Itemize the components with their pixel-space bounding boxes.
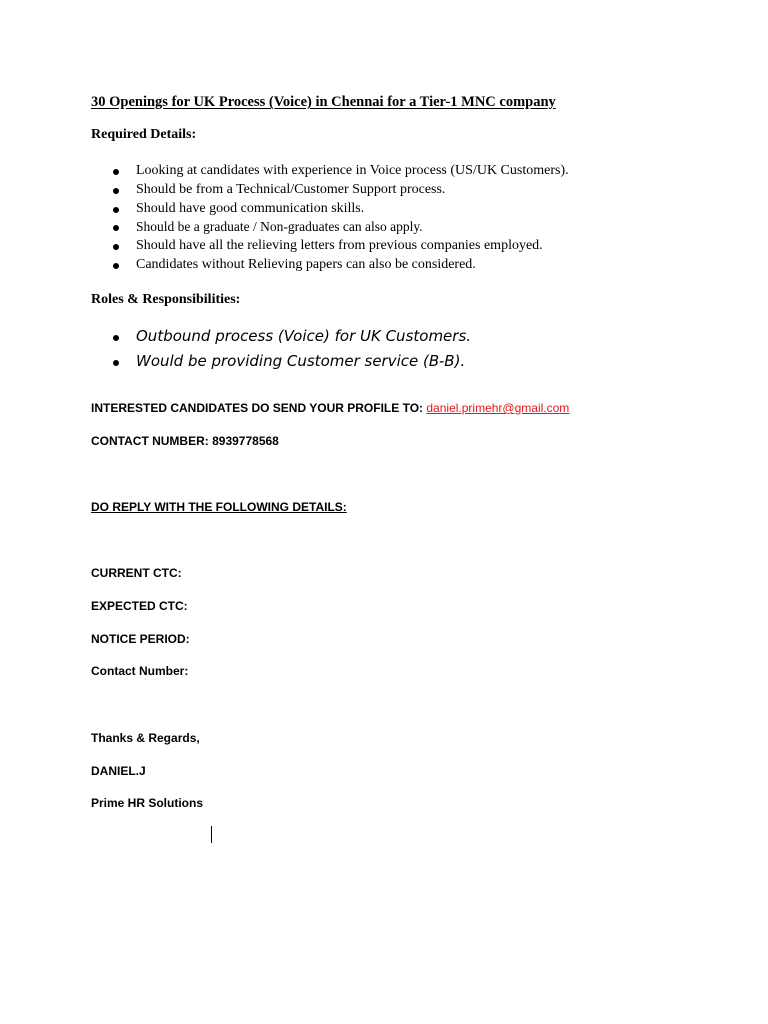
bullet-icon [113,360,119,366]
required-details-heading: Required Details: [91,127,197,142]
signer-name: DANIEL.J [91,764,146,778]
contact-number-line: CONTACT NUMBER: 8939778568 [91,434,279,448]
bullet-icon [113,335,119,341]
profile-line [91,401,569,415]
bullet-icon [113,207,119,213]
roles-heading: Roles & Responsibilities: [91,292,241,307]
bullet-icon [113,225,119,231]
reply-heading: DO REPLY WITH THE FOLLOWING DETAILS: [91,500,347,514]
email-link[interactable]: daniel.primehr@gmail.com [426,401,570,415]
contact-number-field: Contact Number: [91,664,189,678]
document-page: 30 Openings for UK Process (Voice) in Chennai for a Tier-1 MNC company Required Details: Looking at candidates with experience in Voice process (US/UK Customers). Should be from a Technical/Customer Support process. Should have good communication skills. Should be a graduate / Non-graduates can also apply. Should have all the relieving letters from previous companies employed. Candidates without Relieving papers can also be considered. Roles & Responsibilities: Outbound process (Voice) for UK Customers. Would be providing Customer service (B-B). INTERESTED CANDIDATES DO SEND YOUR PROFILE TO: daniel.primehr@gmail.com CONTACT NUMBER: 8939778568 DO REPLY WITH THE FOLLOWING DETAILS: CURRENT CTC: EXPECTED CTC: NOTICE PERIOD: Contact Number: Thanks & Regards, DANIEL.J Prime HR Solutions [0,0,768,1024]
bullet-icon [113,263,119,269]
document-title: 30 Openings for UK Process (Voice) in Chennai for a Tier-1 MNC company [91,94,556,110]
bullet-icon [113,188,119,194]
closing-line: Thanks & Regards, [91,731,200,745]
expected-ctc-field: EXPECTED CTC: [91,599,188,613]
company-name: Prime HR Solutions [91,796,204,810]
profile-label: INTERESTED CANDIDATES DO SEND YOUR PROFILE TO: [91,401,424,415]
text-cursor [211,826,212,843]
bullet-icon [113,244,119,250]
bullet-icon [113,169,119,175]
current-ctc-field: CURRENT CTC: [91,566,182,580]
notice-period-field: NOTICE PERIOD: [91,632,190,646]
